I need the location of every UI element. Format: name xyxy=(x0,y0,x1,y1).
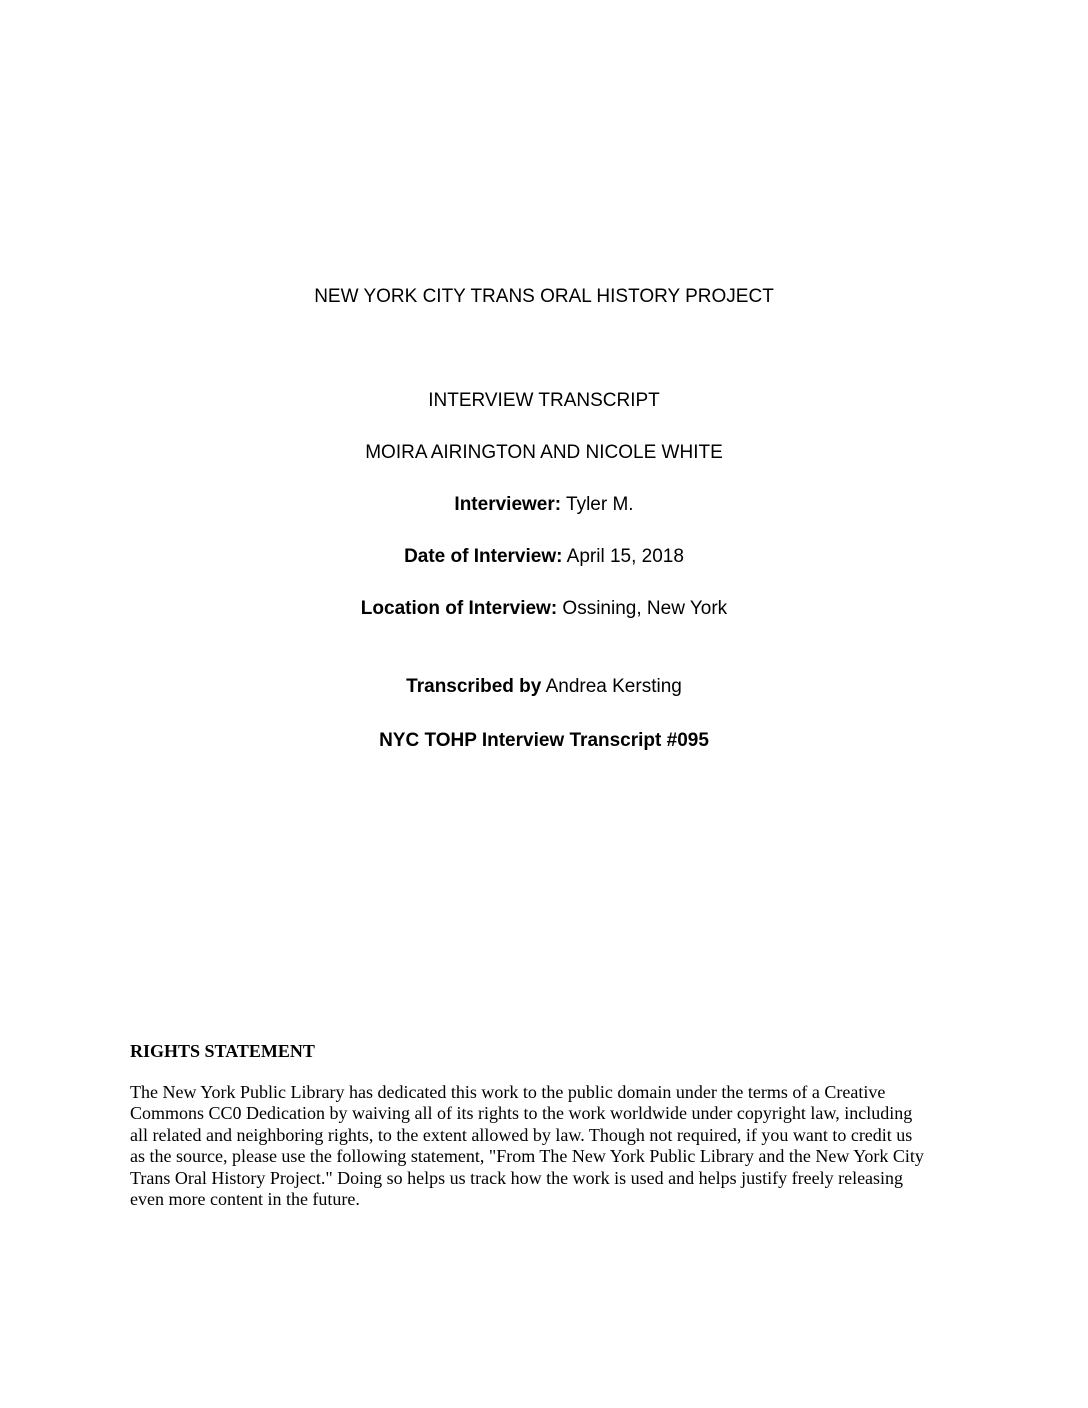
interviewer-label: Interviewer: xyxy=(454,494,562,515)
location-value: Ossining, New York xyxy=(557,598,728,619)
rights-line: as the source, please use the following statement, "From The New York Public Library and the New York City xyxy=(130,1146,924,1167)
rights-line: even more content in the future. xyxy=(130,1189,360,1210)
location-line xyxy=(0,597,1088,621)
date-line xyxy=(0,545,1088,569)
transcript-number: NYC TOHP Interview Transcript #095 xyxy=(379,730,709,751)
transcriber-value: Andrea Kersting xyxy=(541,676,682,697)
transcriber-line xyxy=(0,675,1088,699)
rights-line: The New York Public Library has dedicated this work to the public domain under the terms of a Creative xyxy=(130,1082,886,1102)
document-type-heading: INTERVIEW TRANSCRIPT xyxy=(428,390,660,411)
rights-heading: RIGHTS STATEMENT xyxy=(130,1041,315,1061)
narrators-heading: MOIRA AIRINGTON AND NICOLE WHITE xyxy=(365,442,723,463)
project-title: NEW YORK CITY TRANS ORAL HISTORY PROJECT xyxy=(314,286,774,307)
rights-line: Trans Oral History Project." Doing so helps us track how the work is used and helps justify freely releasing xyxy=(130,1167,904,1188)
transcriber-label: Transcribed by xyxy=(406,676,542,697)
rights-line: Commons CC0 Dedication by waiving all of its rights to the work worldwide under copyright law, including xyxy=(130,1103,913,1124)
interviewer-line xyxy=(0,493,1088,517)
location-label: Location of Interview: xyxy=(360,598,558,619)
date-value: April 15, 2018 xyxy=(562,546,684,567)
date-label: Date of Interview: xyxy=(404,546,563,567)
rights-statement-body xyxy=(130,1082,970,1210)
rights-line: all related and neighboring rights, to the extent allowed by law. Though not required, if you want to credit us xyxy=(130,1124,913,1145)
interviewer-value: Tyler M. xyxy=(561,494,634,515)
